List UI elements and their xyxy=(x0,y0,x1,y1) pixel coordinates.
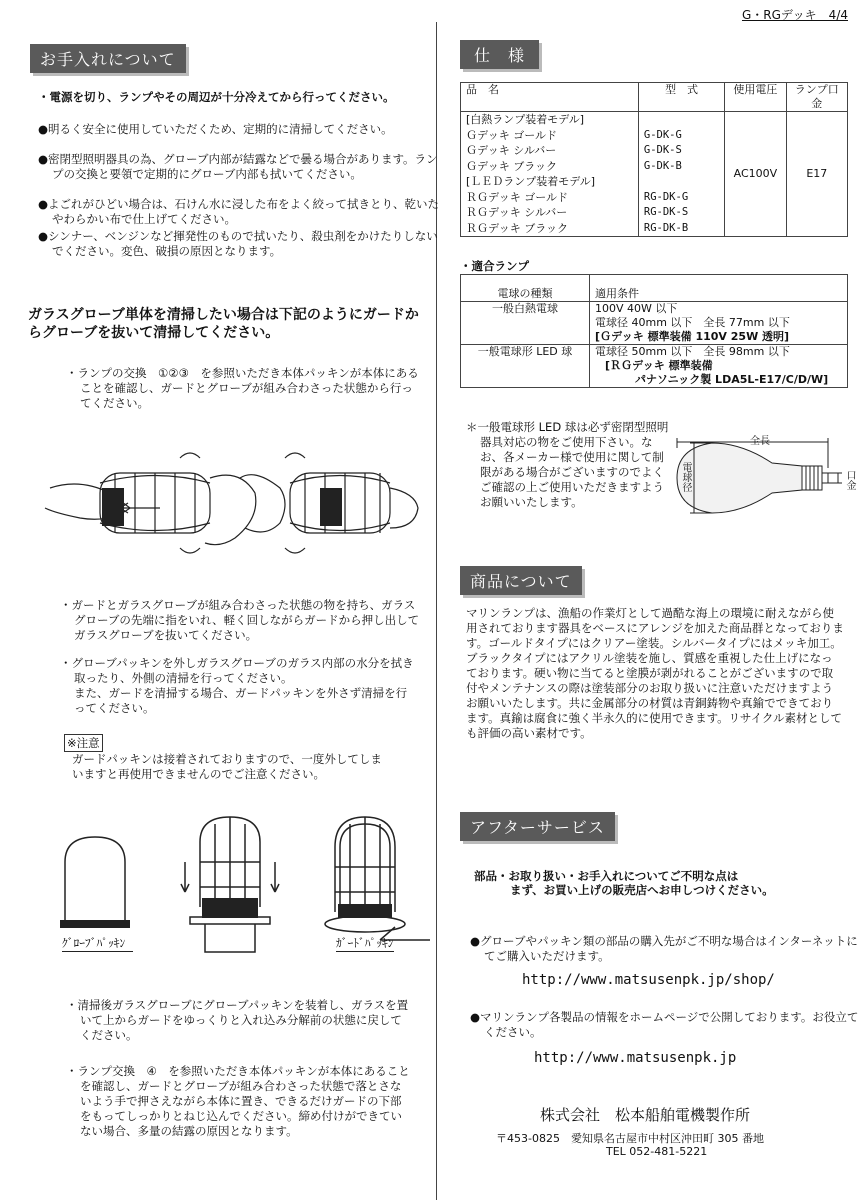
after-bullet-2: ●マリンランプ各製品の情報をホームページで公開しております。お役立てください。 xyxy=(470,1010,859,1039)
spec-name: [ＬＥＤランプ装着モデル] xyxy=(466,175,596,188)
step-3b-text: また、ガードを清掃する場合、ガードパッキンを外さず清掃を行ってください。 xyxy=(74,686,408,715)
after-bullet-1: ●グローブやパッキン類の部品の購入先がご不明な場合はインターネットにてご購入いただけます。 xyxy=(470,934,858,963)
spec-body-row xyxy=(461,112,848,237)
care-bullet-1: ●明るく安全に使用していただくため、定期的に清掃してください。 xyxy=(38,122,393,136)
lamp-cond-line: 電球径 40mm 以下 全長 77mm 以下 xyxy=(595,316,790,329)
spec-section-title: 仕 様 xyxy=(460,40,539,69)
spec-header-base: ランプ口金 xyxy=(786,83,847,112)
spec-name: Ｇデッキ シルバー xyxy=(466,144,557,157)
lamp-cond-line: [Ｇデッキ 標準装備 110V 25W 透明] xyxy=(595,330,790,343)
spec-voltage: AC100V xyxy=(725,112,786,237)
spec-header-name: 品 名 xyxy=(461,83,639,112)
spec-names-cell xyxy=(461,112,639,237)
spec-name: ＲＧデッキ ブラック xyxy=(466,221,569,235)
product-text: マリンランプは、漁船の作業灯として過酷な海上の環境に耐えながら使用されております器具をベースにアレンジを加えた商品群となっております。ゴールドタイプにはクリアー塗装。シルバータイプにはメッキ加工。ブラックタイプにはアクリル塗装を施し、質感を重視した仕上げになっております。硬い物に当てると塗膜が剥がれることがございますので取付やメンテナンスの際は塗装部分のお取り扱いに注意いただけますようお願いいたします。共に金属部分の材質は青銅鋳物や真鍮でできております。真鍮は腐食に強く半永久的に使用できます。リサイクル素材としても評価の高い素材です。 xyxy=(466,606,844,740)
globe-removal-illustration xyxy=(40,448,420,558)
globe-packing-label: ｸﾞﾛｰﾌﾞﾊﾟｯｷﾝ xyxy=(62,935,133,952)
after-lead-1: 部品・お取り扱い・お手入れについてご不明な点は xyxy=(474,869,739,883)
note-text: ガードパッキンは接着されておりますので、一度外してしまいますと再使用できませんのでご注意ください。 xyxy=(72,752,382,781)
after-service-title: アフターサービス xyxy=(460,812,615,841)
guard-packing-label: ｶﾞｰﾄﾞﾊﾟｯｷﾝ xyxy=(336,936,394,950)
step-5-text: ・ランプ交換 ④ を参照いただき本体パッキンが本体にあることを確認し、ガードとグローブが組み合わさった状態で落とさないよう手で押さえながら本体に置き、できるだけガードの下部をもってしっかりとねじ込んでください。締め付けができていない場合、多量の結露の原因となります。 xyxy=(66,1064,410,1138)
spec-table xyxy=(460,82,848,237)
spec-name: Ｇデッキ ブラック xyxy=(466,159,558,173)
lamp-cond-line: [ＲＧデッキ 標準装備 xyxy=(605,359,713,372)
lamp-row xyxy=(461,302,848,345)
spec-model xyxy=(644,112,719,128)
after-lead-2: まず、お買い上げの販売店へお申しつけください。 xyxy=(510,883,774,897)
spec-model xyxy=(644,174,719,190)
company-address: 〒453-0825 愛知県名古屋市中村区沖田町 305 番地 xyxy=(496,1132,764,1145)
spec-name: ＲＧデッキ ゴールド xyxy=(466,190,569,204)
spec-model: G-DK-G xyxy=(643,128,682,141)
lamp-header-type: 電球の種類 xyxy=(461,275,590,302)
spec-base: E17 xyxy=(786,112,847,237)
spec-models-cell xyxy=(638,112,724,237)
care-bullet-4: ●シンナー、ベンジンなど揮発性のもので拭いたり、殺虫剤をかけたりしないでください。変色、破損の原因となります。 xyxy=(38,229,438,258)
spec-header-model: 型 式 xyxy=(638,83,724,112)
company-tel: TEL 052-481-5221 xyxy=(606,1145,708,1158)
lamp-type: 一般白熱電球 xyxy=(461,302,590,345)
step-2-text: ・ガードとガラスグローブが組み合わさった状態の物を持ち、ガラスグローブの先端に指をいれ、軽く回しながらガードから押し出してガラスグローブを抜いてください。 xyxy=(60,598,420,642)
spec-model: G-DK-B xyxy=(643,159,682,172)
spec-name: [白熱ランプ装着モデル] xyxy=(466,113,585,126)
shop-url[interactable]: http://www.matsusenpk.jp/shop/ xyxy=(522,972,775,988)
care-section-title: お手入れについて xyxy=(30,44,186,73)
company-name: 株式会社 松本船舶電機製作所 xyxy=(540,1106,751,1124)
lamp-header-cond: 適用条件 xyxy=(590,275,848,302)
spec-header-voltage: 使用電圧 xyxy=(725,83,786,112)
lamp-cond-line: 100V 40W 以下 xyxy=(595,302,678,315)
bulb-base-label: 口金 xyxy=(844,470,855,490)
step-4-text: ・清掃後ガラスグローブにグローブパッキンを装着し、ガラスを置いて上からガードをゆっくりと入れ込み分解前の状態に戻してください。 xyxy=(66,998,409,1042)
bulb-diameter-label: 電球径 xyxy=(680,462,691,492)
care-bullet-2: ●密閉型照明器具の為、グローブ内部が結露などで曇る場合があります。ランプの交換と要領で定期的にグローブ内部も拭いてください。 xyxy=(38,152,438,181)
care-lead: ・電源を切り、ランプやその周辺が十分冷えてから行ってください。 xyxy=(38,90,395,104)
lamp-cond-line: 電球径 50mm 以下 全長 98mm 以下 xyxy=(595,345,790,358)
step-1-text: ・ランプの交換 ①②③ を参照いただき本体パッキンが本体にあることを確認し、ガードとグローブが組み合わさった状態から行ってください。 xyxy=(66,366,419,410)
spec-header-row xyxy=(461,83,848,112)
lamp-header-row xyxy=(461,275,848,302)
home-url[interactable]: http://www.matsusenpk.jp xyxy=(534,1050,737,1066)
lamp-row xyxy=(461,345,848,388)
spec-model: RG-DK-B xyxy=(643,221,689,234)
product-section-title: 商品について xyxy=(460,566,582,595)
lamp-cond xyxy=(590,345,848,388)
spec-model: G-DK-S xyxy=(643,144,682,156)
spec-name: ＲＧデッキ シルバー xyxy=(466,206,568,219)
page-header: G・RGデッキ 4/4 xyxy=(741,8,848,22)
care-bullet-3: ●よごれがひどい場合は、石けん水に浸した布をよく絞って拭きとり、乾いたやわらかい布で仕上げてください。 xyxy=(38,197,440,226)
spec-name: Ｇデッキ ゴールド xyxy=(466,128,558,142)
lamp-table xyxy=(460,274,848,388)
lamp-section-title: ・適合ランプ xyxy=(460,259,529,273)
led-note: ＊一般電球形 LED 球は必ず密閉型照明器具対応の物をご使用下さい。なお、各メーカー様で使用に関して制限がある場合がございますのでよくご確認の上ご使用いただきますようお願いいたします。 xyxy=(466,420,669,509)
bulb-length-label: 全長 xyxy=(750,436,770,447)
spec-model: RG-DK-G xyxy=(643,190,689,203)
note-label: ※注意 xyxy=(64,734,103,752)
spec-model: RG-DK-S xyxy=(643,206,689,218)
lamp-cond xyxy=(590,302,848,345)
glass-cleaning-title: ガラスグローブ単体を清掃したい場合は下記のようにガードからグローブを抜いて清掃してください。 xyxy=(28,307,419,341)
lamp-type: 一般電球形 LED 球 xyxy=(461,345,590,388)
step-3a-text: ・グローブパッキンを外しガラスグローブのガラス内部の水分を拭き取ったり、外側の清掃を行ってください。 xyxy=(60,656,414,685)
lamp-cond-line: パナソニック製 LDA5L-E17/C/D/W] xyxy=(635,373,829,386)
